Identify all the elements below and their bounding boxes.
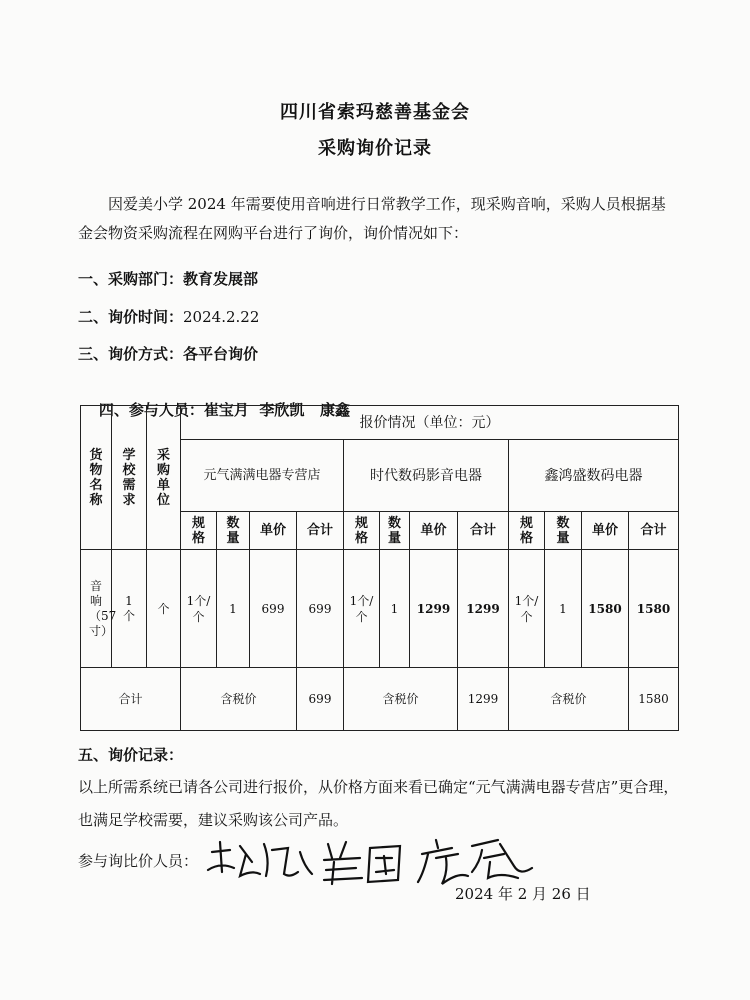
quotation-table xyxy=(80,405,679,731)
table-header-row-1 xyxy=(81,406,679,440)
record-paragraph: 以上所需系统已请各公司进行报价，从价格方面来看已确定“元气满满电器专营店”更合理，也满足学校需要，建议采购该公司产品。 xyxy=(78,778,679,829)
sub-header-total: 合计 xyxy=(297,512,344,550)
field-department xyxy=(78,268,258,289)
field-label: 一、采购部门： xyxy=(78,270,184,288)
tax-label: 含税价 xyxy=(509,668,629,731)
field-label: 二、询价时间： xyxy=(78,308,184,326)
cell-qty: 1 xyxy=(380,550,410,668)
document-title: 采购询价记录 xyxy=(318,138,432,159)
cell-price: 1580 xyxy=(582,550,629,668)
intro-paragraph: 因爱美小学 2024 年需要使用音响进行日常教学工作，现采购音响，采购人员根据基金会物资采购流程在网购平台进行了询价，询价情况如下： xyxy=(78,195,666,242)
field-value: 教育发展部 xyxy=(183,270,259,288)
cell-unit: 个 xyxy=(147,550,181,668)
document-date: 2024 年 2 月 26 日 xyxy=(455,885,591,903)
sum-value: 1299 xyxy=(458,668,509,731)
field-value: 各平台询价 xyxy=(183,345,259,363)
sum-value: 699 xyxy=(297,668,344,731)
supplier-2: 时代数码影音电器 xyxy=(344,440,509,512)
sub-header-price: 单价 xyxy=(582,512,629,550)
field-label: 四、参与人员： xyxy=(98,401,204,419)
supplier-1: 元气满满电器专营店 xyxy=(181,440,344,512)
table-sum-row xyxy=(81,668,679,731)
sub-header-qty: 数量 xyxy=(545,512,582,550)
cell-spec: 1个/个 xyxy=(181,550,217,668)
field-inquiry-method xyxy=(78,343,258,364)
header-item-name: 货物名称 xyxy=(81,406,112,550)
sum-label: 合计 xyxy=(81,668,181,731)
sub-header-price: 单价 xyxy=(250,512,297,550)
cell-total: 699 xyxy=(297,550,344,668)
sub-header-total: 合计 xyxy=(629,512,679,550)
table-row xyxy=(81,550,679,668)
header-school-need: 学校需求 xyxy=(112,406,147,550)
cell-qty: 1 xyxy=(217,550,250,668)
sub-header-spec: 规格 xyxy=(181,512,217,550)
tax-label: 含税价 xyxy=(344,668,458,731)
cell-item: 音响（57寸） xyxy=(81,550,112,668)
sub-header-qty: 数量 xyxy=(217,512,250,550)
tax-label: 含税价 xyxy=(181,668,297,731)
cell-price: 1299 xyxy=(410,550,458,668)
header-price-info: 报价情况（单位：元） xyxy=(181,406,679,440)
header-purchase-unit: 采购单位 xyxy=(147,406,181,550)
cell-price: 699 xyxy=(250,550,297,668)
cell-spec: 1个/个 xyxy=(344,550,380,668)
cell-total: 1299 xyxy=(458,550,509,668)
sub-header-price: 单价 xyxy=(410,512,458,550)
sub-header-spec: 规格 xyxy=(509,512,545,550)
cell-spec: 1个/个 xyxy=(509,550,545,668)
sub-header-qty: 数量 xyxy=(380,512,410,550)
organization-title: 四川省索玛慈善基金会 xyxy=(280,102,470,123)
field-inquiry-time xyxy=(78,306,259,327)
sum-value: 1580 xyxy=(629,668,679,731)
supplier-3: 鑫鸿盛数码电器 xyxy=(509,440,679,512)
cell-qty: 1 xyxy=(545,550,582,668)
cell-need: 1个 xyxy=(112,550,147,668)
field-value: 崔宝月 李欣凯 康鑫 xyxy=(203,401,351,419)
record-heading: 五、询价记录： xyxy=(78,746,184,764)
sub-header-spec: 规格 xyxy=(344,512,380,550)
sub-header-total: 合计 xyxy=(458,512,509,550)
signers-label: 参与询比价人员： xyxy=(78,852,199,870)
cell-total: 1580 xyxy=(629,550,679,668)
field-label: 三、询价方式： xyxy=(78,345,184,363)
field-value: 2024.2.22 xyxy=(183,308,260,326)
